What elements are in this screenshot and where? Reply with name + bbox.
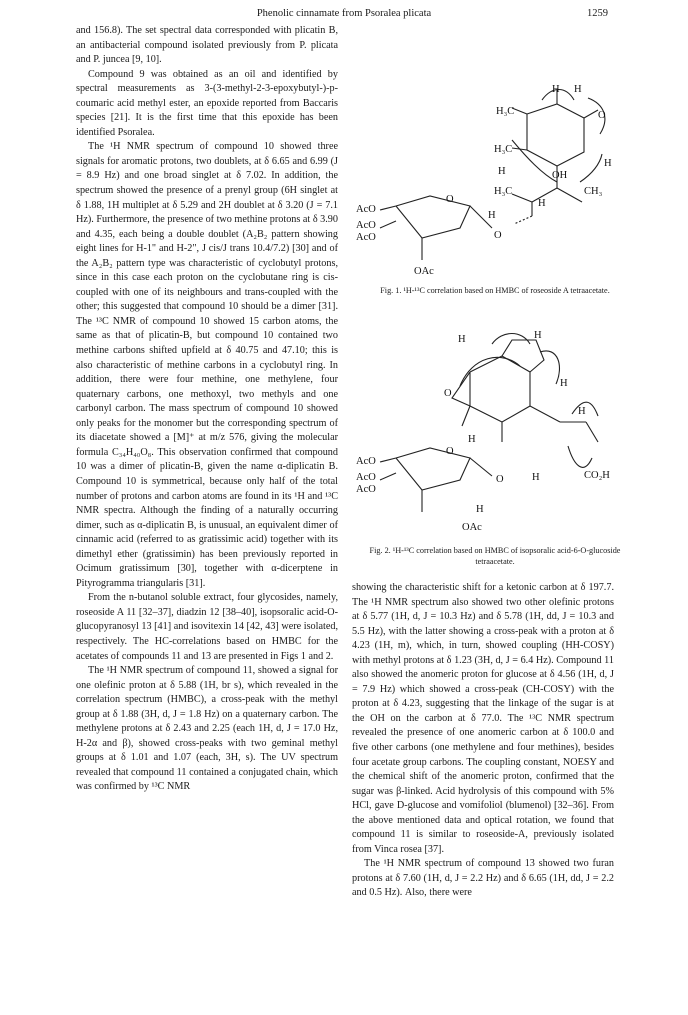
fig1-label: CH₃ [584,186,603,197]
fig1-label: O [446,194,454,205]
fig1-label: H [498,166,506,177]
fig2-label: O [496,474,504,485]
fig2-label: H [476,504,484,515]
paragraph: From the n-butanol soluble extract, four glycosides, namely, roseoside A 11 [32–37], diadzin 12 [38–40], isopsoralic acid-O-glucopyranosyl 13 [41] and isovitexin 14 [42, 43] were isolated, respectively. The HC-correlations based on HMBC for the acetates of compounds 11 and 13 are presented in Figs 1 and 2. [76,592,338,662]
paragraph: The ¹H NMR spectrum of compound 11, showed a signal for one olefinic proton at δ 5.88 (1H, br s), which revealed in the correlation spectrum (HMBC), a cross-peak with the methyl group at δ 1.88 (3H, d, J = 1.8 Hz) on a quaternary carbon. The methylene protons at δ 2.43 and 2.25 (each 1H, d, J = 17.0 Hz, H-2α and β), showed cross-peaks with two geminal methyl groups at δ 1.01 and 1.07 (each, 3H, s). The UV spectrum revealed that compound 11 contained a conjugated chain, which was confirmed by ¹³C NMR [76,665,338,793]
right-column [352,581,614,901]
figure-2-caption: Fig. 2. ¹H-¹³C correlation based on HMBC of isopsoralic acid-6-O-glucoside tetraacetate. [369,546,621,566]
fig2-label: OAc [462,522,482,533]
figure-1-structure [352,78,622,296]
fig1-label: H [552,84,560,95]
fig2-label: H [578,406,586,417]
fig1-label: O [598,110,606,121]
running-header [0,8,688,24]
figure-2-structure [352,326,622,544]
fig1-label: AcO [356,220,376,231]
fig1-label: H₃C [494,186,513,197]
fig1-label: OH [552,170,568,181]
fig2-label: O [444,388,452,399]
fig2-label: H [468,434,476,445]
fig1-label: H [488,210,496,221]
fig1-label: O [494,230,502,241]
running-title: Phenolic cinnamate from Psoralea plicata [256,8,432,19]
fig2-label: H [458,334,466,345]
fig1-label: OAc [414,266,434,277]
fig2-label: H [560,378,568,389]
paragraph: and 156.8). The set spectral data corresponded with plicatin B, an antibacterial compound isolated previously from P. plicata and P. juncea [9, 10]. [76,25,338,66]
fig2-label: CO₂H [584,470,610,481]
fig1-label: H [574,84,582,95]
fig1-label: H [538,198,546,209]
fig1-label: AcO [356,204,376,215]
left-column [76,24,338,795]
fig2-label: AcO [356,484,376,495]
fig2-label: O [446,446,454,457]
paragraph: showing the characteristic shift for a ketonic carbon at δ 197.7. The ¹H NMR spectrum also showed two other olefinic protons at δ 5.77 (1H, d, J = 10.3 Hz) and δ 5.78 (1H, dd, J = 10.3 and 5.5 Hz), with the latter showing a cross-peak with a proton at δ 4.23 (1H, m), which, in turn, showed coupling (HH-COSY) with methyl protons at δ 1.23 (3H, d, J = 6.4 Hz). Compound 11 also showed the anomeric proton for glucose at δ 4.56 (1H, d, J = 7.9 Hz) which showed a cross-peak (CH-COSY) with the proton at δ 4.23, suggesting that the linkage of the sugar is at the OH on the carbon at δ 77.0. The ¹³C NMR spectrum revealed the presence of one anomeric carbon at δ 100.0 and five other carbons (one methylene and four methines), besides four acetate group carbons. The coupling constant, NOESY and the chemical shift of the anomeric proton, confirmed that the sugar was β-linked. Acid hydrolysis of this compound with 5% HCl, gave D-glucose and vomifoliol (blumenol) [32–36]. From the above mentioned data and optical rotation, we found that compound 11 is similar to roseoside-A, previously isolated from Vinca rosea [37]. [352,582,614,855]
page-number: 1259 [587,8,608,19]
fig1-label: AcO [356,232,376,243]
paragraph: The ¹H NMR spectrum of compound 10 showed three signals for aromatic protons, two doublets, at δ 6.65 and 6.99 (J = 8.9 Hz) and one broad singlet at δ 7.02. In addition, the spectrum showed the presence of a prenyl group (6H singlet at δ 1.88, 1H multiplet at δ 5.29 and 2H doublet at δ 3.20 (J = 7.1 Hz). Furthermore, the presence of two methine protons at δ 3.90 and 4.35, each being a double doublet (A₂B₂ pattern showing eight lines for H-1" and H-2", J cis/J trans 10.4/7.2) [30] and of the A₂B₂ pattern type was characteristic of cyclobutyl protons, since in this case each proton on the cyclobutane ring is cis-coupled with one of its neighbours and trans-coupled with the other; this suggested that compound 10 should be a dimer [31]. The ¹³C NMR of compound 10 showed 15 carbon atoms, the same as that of plicatin-B, but compound 10 contained two methine carbons shifted upfield at δ 40.75 and 47.10; this is also characteristic of methine carbons in a cyclobutyl ring. In addition, there were four methine, one methylene, four quaternary carbons, one methoxyl, two methyls and one carbonyl carbon. The mass spectrum of compound 10 showed only peaks for the monomer but the corresponding spectrum of its diacetate showed a [M]⁺ at m/z 576, giving the molecular formula C₃₄H₄₀O₈. This observation confirmed that compound 10 was a dimer of plicatin-B, given the name α-diplicatin B. Compound 10 is symmetrical, because only half of the total number of protons and carbon atoms are found in its ¹H and ¹³C NMR spectra. Although the finding of a naturally occurring dimer, such as α-diplicatin B, is unusual, an equivalent dimer of cinnamic acid (referred to as gratissimic acid) together with its dimethyl ether (gratissimin) has been previously reported in Ocimum gratissimum [30], together with α-dicerptene in Pityrogramma triangularis [31]. [76,141,338,589]
fig1-label: H [604,158,612,169]
fig2-label: H [534,330,542,341]
figure-1-caption: Fig. 1. ¹H-¹³C correlation based on HMBC of roseoside A tetraacetate. [380,286,610,295]
fig2-label: AcO [356,456,376,467]
paragraph: Compound 9 was obtained as an oil and identified by spectral measurements as 3-(3-methyl-2-3-epoxybutyl-)-p-coumaric acid methyl ester, an epoxide reported from Baccaris species [21]. It is the first time that this epoxide has been identified Psoralea. [76,68,338,138]
fig2-label: AcO [356,472,376,483]
paragraph: The ¹H NMR spectrum of compound 13 showed two furan protons at δ 7.60 (1H, d, J = 2.2 Hz) and δ 6.65 (1H, dd, J = 2.2 and 0.5 Hz). Also, there were [352,858,614,899]
fig1-label: H₃C [496,106,515,117]
fig1-label: H₃C [494,144,513,155]
fig2-label: H [532,472,540,483]
